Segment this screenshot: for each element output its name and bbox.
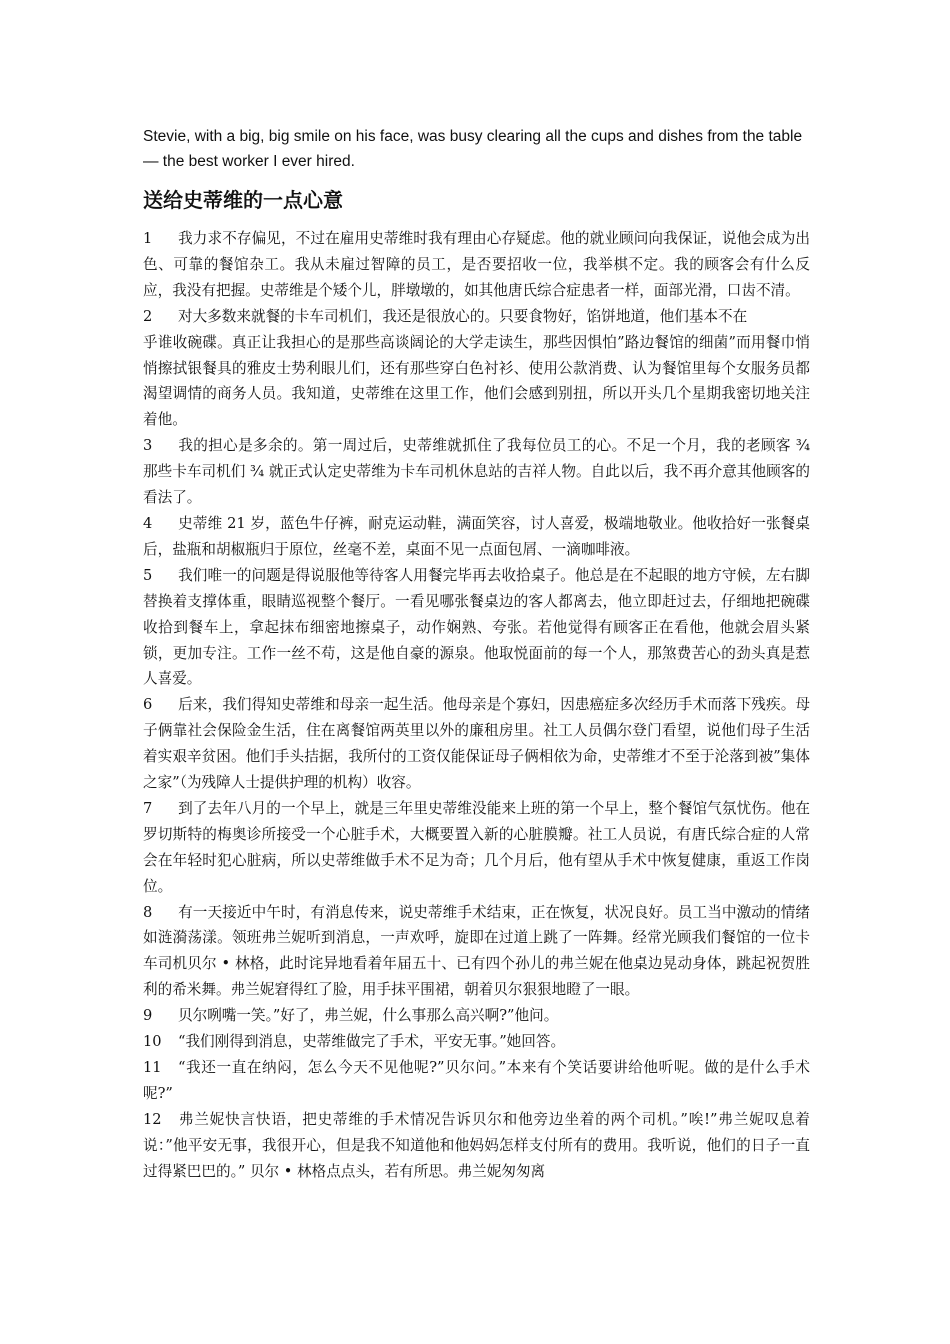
paragraph-number: 5 <box>143 566 153 584</box>
paragraph-text: 史蒂维 21 岁，蓝色牛仔裤，耐克运动鞋，满面笑容，讨人喜爱，极端地敬业。他收拾好一张餐桌后，盐瓶和胡椒瓶归于原位，丝毫不差，桌面不见一点面包屑、一滴咖啡液。 <box>143 514 810 558</box>
paragraph-text-continued: 乎谁收碗碟。真正让我担心的是那些高谈阔论的大学走读生，那些因惧怕”路边餐馆的细菌”而用餐巾悄悄擦拭银餐具的雅皮士势利眼儿们，还有那些穿白色衬衫、使用公款消费、认为餐馆里每个女服务员都渴望调情的商务人员。我知道，史蒂维在这里工作，他们会感到别扭，所以开头几个星期我密切地关注着他。 <box>143 333 810 429</box>
intro-line-2: — the best worker I ever hired. <box>143 153 355 170</box>
paragraph-5 <box>143 563 810 693</box>
paragraph-number: 10 <box>143 1033 162 1051</box>
article-title: 送给史蒂维的一点心意 <box>143 188 343 212</box>
paragraph-12 <box>143 1107 810 1185</box>
intro-text <box>143 124 823 174</box>
paragraph-text: “我还一直在纳闷，怎么今天不见他呢?”贝尔问。”本来有个笑话要讲给他听呢。做的是什么手术呢?” <box>143 1059 810 1102</box>
paragraph-number: 12 <box>143 1110 162 1128</box>
paragraph-text: 贝尔咧嘴一笑。”好了，弗兰妮，什么事那么高兴啊?”他问。 <box>178 1007 559 1025</box>
paragraph-text: 我的担心是多余的。第一周过后，史蒂维就抓住了我每位员工的心。不足一个月，我的老顾客 ¾ 那些卡车司机们 ¾ 就正式认定史蒂维为卡车司机休息站的吉祥人物。自此以后，我不再介意其他顾客的看法了。 <box>143 437 810 507</box>
paragraph-number: 8 <box>143 903 153 921</box>
paragraph-1 <box>143 226 810 304</box>
paragraph-number: 3 <box>143 437 153 455</box>
paragraph-number: 11 <box>143 1059 162 1076</box>
paragraph-text: 我们唯一的问题是得说服他等待客人用餐完毕再去收拾桌子。他总是在不起眼的地方守候，左右脚替换着支撑体重，眼睛巡视整个餐厅。一看见哪张餐桌边的客人都离去，他立即赶过去，仔细地把碗碟收拾到餐车上，拿起抹布细密地擦桌子，动作娴熟、夸张。若他觉得有顾客正在看他，他就会眉头紧锁，更加专注。工作一丝不苟，这是他自豪的源泉。他取悦面前的每一个人，那煞费苦心的劲头真是惹人喜爱。 <box>143 566 810 688</box>
paragraph-11 <box>143 1055 810 1107</box>
paragraph-7 <box>143 796 810 900</box>
paragraph-text: 弗兰妮快言快语，把史蒂维的手术情况告诉贝尔和他旁边坐着的两个司机。”唉!”弗兰妮叹息着说：”他平安无事，我很开心，但是我不知道他和他妈妈怎样支付所有的费用。我听说，他们的日子一直过得紧巴巴的。” 贝尔 • 林格点点头，若有所思。弗兰妮匆匆离 <box>143 1110 810 1180</box>
paragraph-number: 6 <box>143 696 153 714</box>
paragraph-text: 我力求不存偏见，不过在雇用史蒂维时我有理由心存疑虑。他的就业顾问向我保证，说他会成为出色、可靠的餐馆杂工。我从未雇过智障的员工，是否要招收一位，我举棋不定。我的顾客会有什么反应，我没有把握。史蒂维是个矮个儿，胖墩墩的，如其他唐氏综合症患者一样，面部光滑，口齿不清。 <box>143 230 810 299</box>
paragraph-6 <box>143 692 810 796</box>
intro-line-1: Stevie, with a big, big smile on his face, was busy clearing all the cups and dishes from the table <box>143 128 803 145</box>
paragraph-number: 9 <box>143 1007 153 1025</box>
paragraph-text: 有一天接近中午时，有消息传来，说史蒂维手术结束，正在恢复，状况良好。员工当中激动的情绪如涟漪荡漾。领班弗兰妮听到消息，一声欢呼，旋即在过道上跳了一阵舞。经常光顾我们餐馆的一位卡车司机贝尔 • 林格，此时诧异地看着年届五十、已有四个孙儿的弗兰妮在他桌边晃动身体，跳起祝贺胜利的希米舞。弗兰妮窘得红了脸，用手抹平围裙，朝着贝尔狠狠地瞪了一眼。 <box>143 903 810 999</box>
paragraph-9 <box>143 1003 810 1029</box>
paragraph-number: 7 <box>143 799 153 817</box>
paragraph-2 <box>143 304 810 434</box>
paragraph-text: 后来，我们得知史蒂维和母亲一起生活。他母亲是个寡妇，因患癌症多次经历手术而落下残疾。母子俩靠社会保险金生活，住在离餐馆两英里以外的廉租房里。社工人员偶尔登门看望，说他们母子生活着实艰辛贫困。他们手头拮据，我所付的工资仅能保证母子俩相依为命，史蒂维才不至于沦落到被”集体之家”（为残障人士提供护理的机构）收容。 <box>143 696 810 792</box>
paragraph-number: 2 <box>143 307 153 325</box>
paragraph-text: 对大多数来就餐的卡车司机们，我还是很放心的。只要食物好，馅饼地道，他们基本不在 <box>178 307 748 325</box>
paragraph-8 <box>143 900 810 1004</box>
paragraph-10 <box>143 1029 810 1055</box>
paragraph-number: 4 <box>143 514 153 532</box>
paragraph-number: 1 <box>143 230 153 247</box>
article-body <box>143 226 810 1185</box>
paragraph-3 <box>143 433 810 511</box>
paragraph-4 <box>143 511 810 563</box>
paragraph-text: 到了去年八月的一个早上，就是三年里史蒂维没能来上班的第一个早上，整个餐馆气氛忧伤。他在罗切斯特的梅奥诊所接受一个心脏手术，大概要置入新的心脏膜瓣。社工人员说，有唐氏综合症的人常会在年轻时犯心脏病，所以史蒂维做手术不足为奇；几个月后，他有望从手术中恢复健康，重返工作岗位。 <box>143 799 810 895</box>
paragraph-text: “我们刚得到消息，史蒂维做完了手术，平安无事。”她回答。 <box>178 1033 566 1051</box>
